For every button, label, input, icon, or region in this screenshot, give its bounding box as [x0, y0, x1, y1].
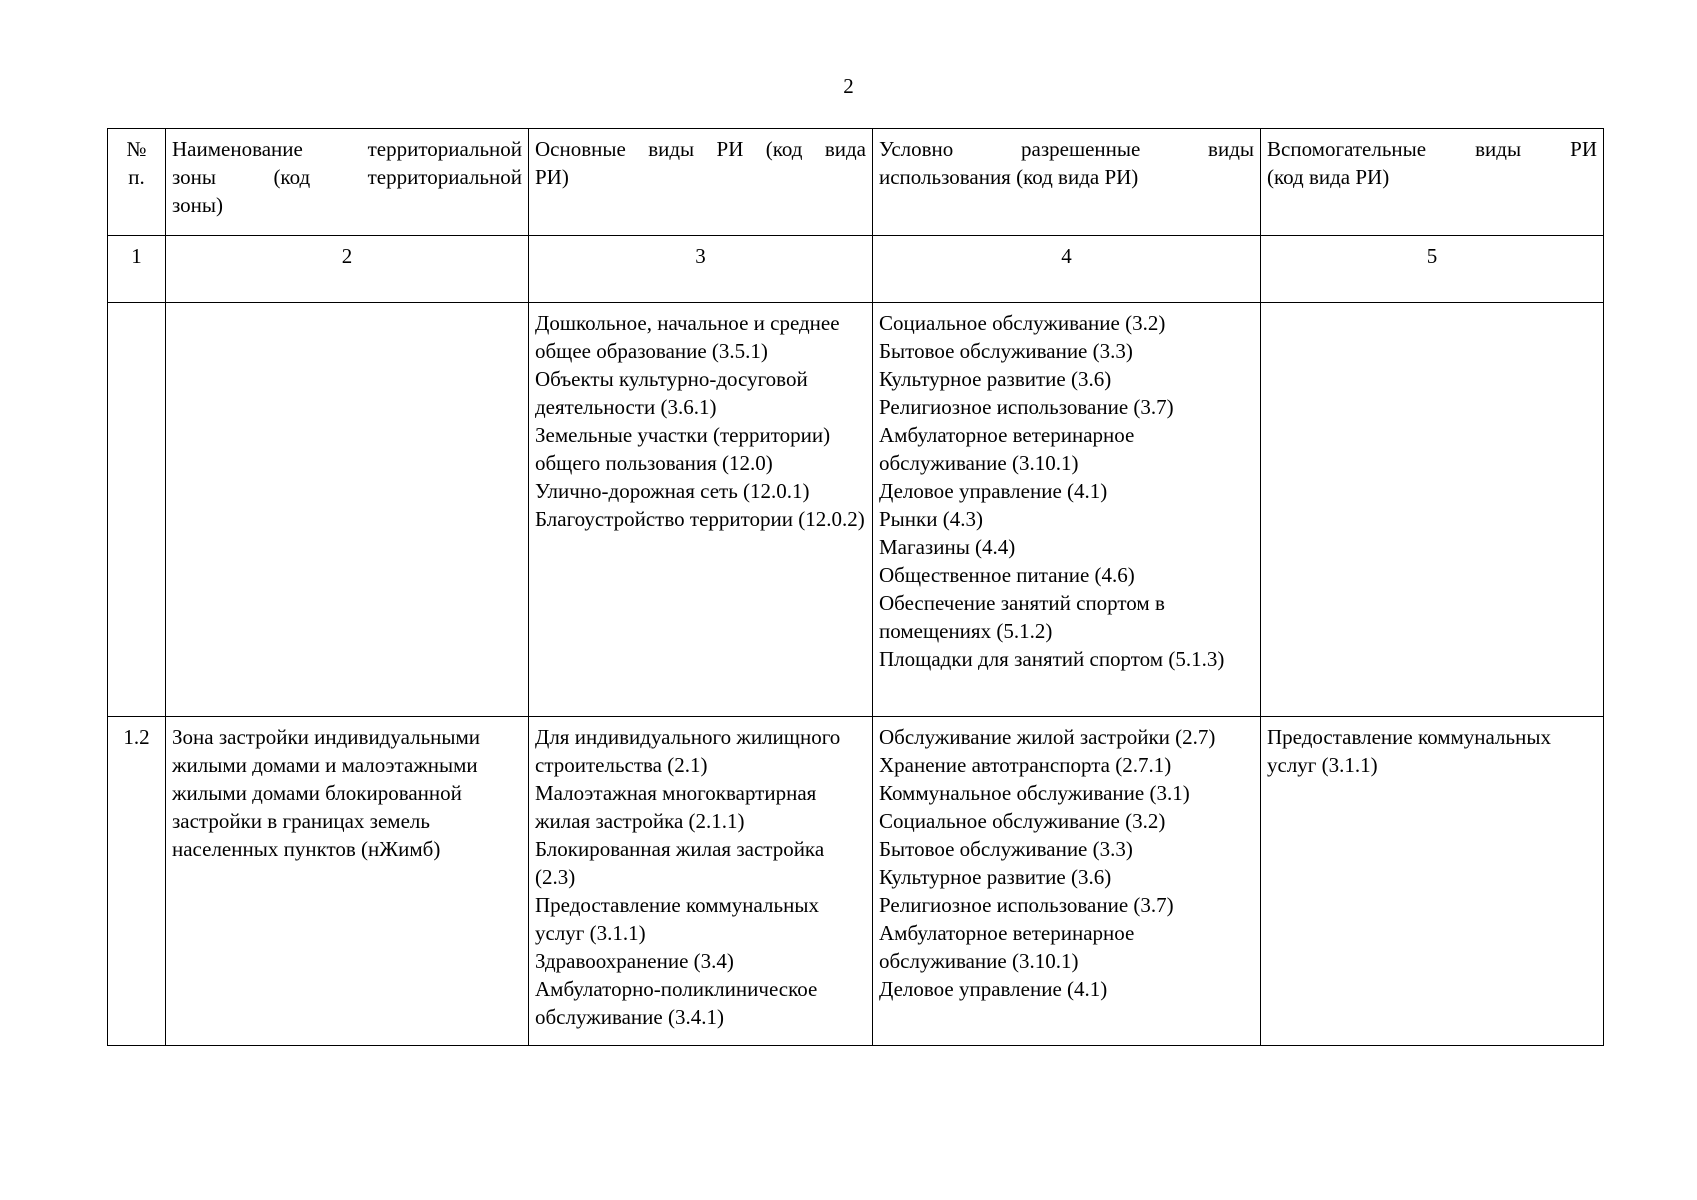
- header-auxiliary-line: Вспомогательные виды РИ: [1267, 137, 1597, 161]
- use-item: Благоустройство территории (12.0.2): [535, 507, 865, 531]
- use-item: Амбулаторное ветеринарное обслуживание (3.10.1): [879, 423, 1135, 475]
- use-item: Здравоохранение (3.4): [535, 949, 734, 973]
- header-auxiliary-line: (код вида РИ): [1267, 165, 1390, 189]
- use-item: Предоставление коммунальных услуг (3.1.1): [1267, 725, 1551, 777]
- row-number: [108, 303, 166, 717]
- auxiliary-uses-cell: [1261, 717, 1604, 1046]
- main-uses-cell: [529, 717, 873, 1046]
- header-zone-line: зоны (код территориальной: [172, 165, 522, 189]
- header-conditional-line: использования (код вида РИ): [879, 165, 1139, 189]
- header-number-line: №: [126, 137, 147, 161]
- header-main-line: Основные виды РИ (код вида: [535, 137, 866, 161]
- main-uses-cell: [529, 303, 873, 717]
- column-number: 4: [873, 236, 1261, 303]
- use-item: Малоэтажная многоквартирная жилая застройка (2.1.1): [535, 781, 817, 833]
- row-number: 1.2: [108, 717, 166, 1046]
- column-number: 3: [529, 236, 873, 303]
- header-number-line: п.: [128, 165, 145, 189]
- table-row: [108, 303, 1604, 717]
- header-main-uses: [529, 129, 873, 236]
- use-item: Общественное питание (4.6): [879, 563, 1135, 587]
- conditional-uses-cell: [873, 303, 1261, 717]
- header-zone-line: зоны): [172, 193, 224, 217]
- use-item: Деловое управление (4.1): [879, 977, 1108, 1001]
- page-number: 2: [843, 74, 854, 98]
- auxiliary-uses-cell: [1261, 303, 1604, 717]
- column-number: 1: [108, 236, 166, 303]
- header-main-line: РИ): [535, 165, 569, 189]
- column-number: 5: [1261, 236, 1604, 303]
- use-item: Социальное обслуживание (3.2): [879, 311, 1166, 335]
- use-item: Магазины (4.4): [879, 535, 1016, 559]
- header-zone-line: Наименование территориальной: [172, 137, 522, 161]
- use-item: Рынки (4.3): [879, 507, 983, 531]
- header-conditional-line: Условно разрешенные виды: [879, 137, 1254, 161]
- use-item: Культурное развитие (3.6): [879, 865, 1112, 889]
- header-number: [108, 129, 166, 236]
- use-item: Религиозное использование (3.7): [879, 395, 1174, 419]
- use-item: Религиозное использование (3.7): [879, 893, 1174, 917]
- use-item: Дошкольное, начальное и среднее общее образование (3.5.1): [535, 311, 840, 363]
- use-item: Улично-дорожная сеть (12.0.1): [535, 479, 810, 503]
- use-item: Культурное развитие (3.6): [879, 367, 1112, 391]
- use-item: Деловое управление (4.1): [879, 479, 1108, 503]
- column-number-row: [108, 236, 1604, 303]
- use-item: Амбулаторно-поликлиническое обслуживание (3.4.1): [535, 977, 818, 1029]
- use-item: Бытовое обслуживание (3.3): [879, 339, 1133, 363]
- table-row: [108, 717, 1604, 1046]
- zone-name: [166, 303, 529, 717]
- use-item: Площадки для занятий спортом (5.1.3): [879, 647, 1225, 671]
- column-number: 2: [166, 236, 529, 303]
- use-item: Коммунальное обслуживание (3.1): [879, 781, 1190, 805]
- use-item: Социальное обслуживание (3.2): [879, 809, 1166, 833]
- use-item: Обеспечение занятий спортом в помещениях (5.1.2): [879, 591, 1165, 643]
- use-item: Обслуживание жилой застройки (2.7): [879, 725, 1216, 749]
- conditional-uses-cell: [873, 717, 1261, 1046]
- header-row: [108, 129, 1604, 236]
- zone-name: Зона застройки индивидуальными жилыми домами и малоэтажными жилыми домами блокированной застройки в границах земель населенных пунктов (нЖимб): [166, 717, 529, 1046]
- use-item: Амбулаторное ветеринарное обслуживание (3.10.1): [879, 921, 1135, 973]
- header-auxiliary-uses: [1261, 129, 1604, 236]
- use-item: Земельные участки (территории) общего пользования (12.0): [535, 423, 831, 475]
- use-item: Бытовое обслуживание (3.3): [879, 837, 1133, 861]
- use-item: Хранение автотранспорта (2.7.1): [879, 753, 1172, 777]
- use-item: Объекты культурно-досуговой деятельности (3.6.1): [535, 367, 808, 419]
- use-item: Предоставление коммунальных услуг (3.1.1): [535, 893, 819, 945]
- header-zone-name: [166, 129, 529, 236]
- header-conditional-uses: [873, 129, 1261, 236]
- zones-table: [107, 128, 1604, 1046]
- use-item: Для индивидуального жилищного строительства (2.1): [535, 725, 841, 777]
- use-item: Блокированная жилая застройка (2.3): [535, 837, 825, 889]
